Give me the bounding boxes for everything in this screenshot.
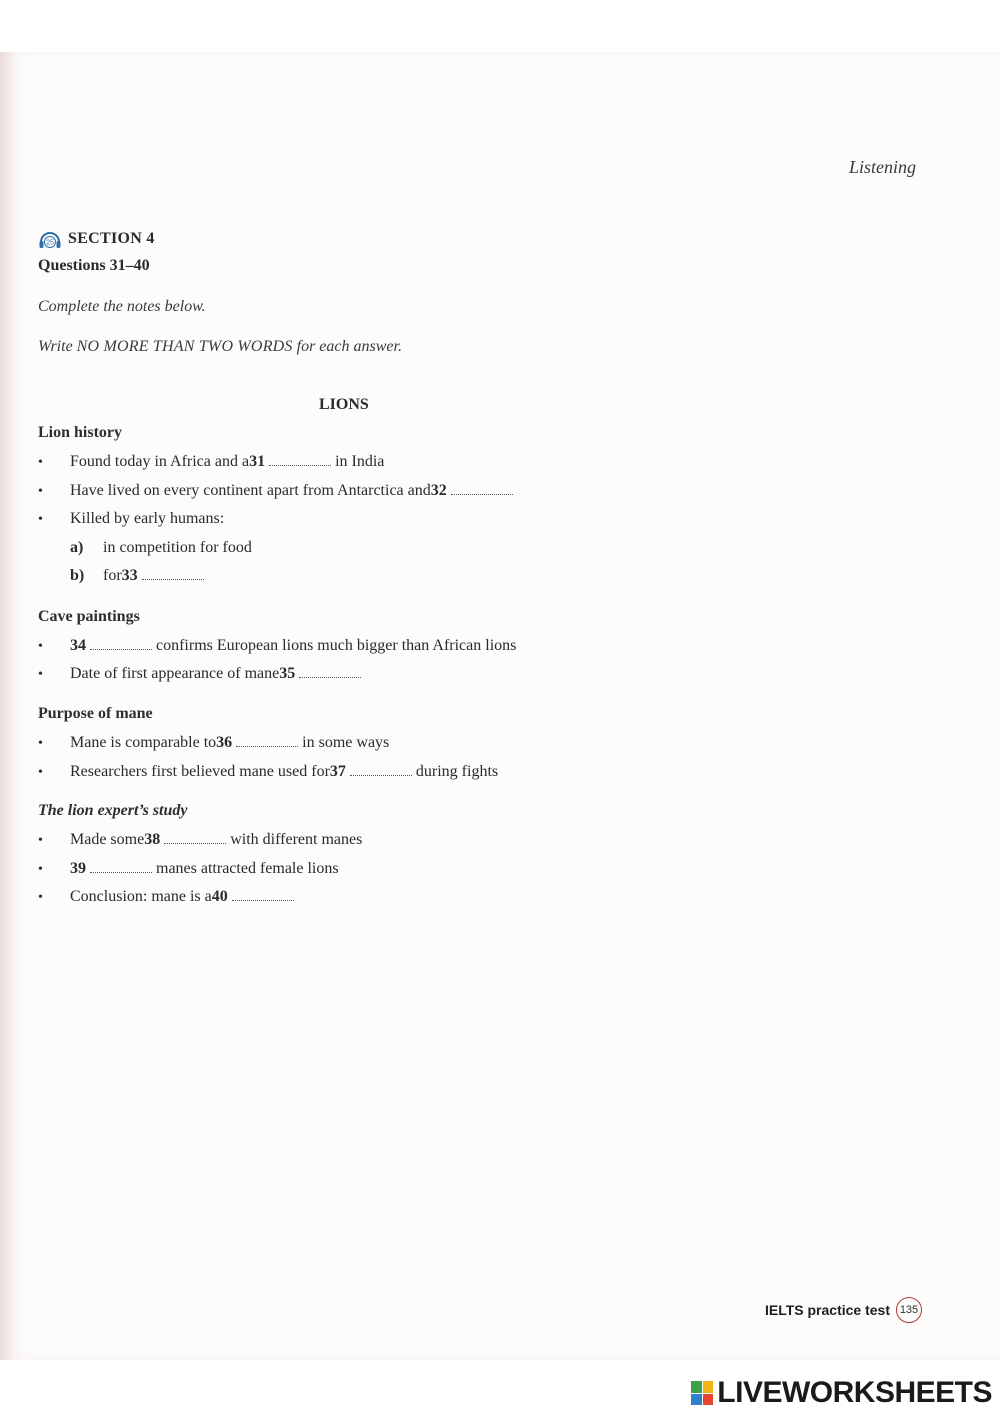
page-header-title: Listening (848, 157, 916, 177)
list-item: • Mane is comparable to 36 in some ways (38, 734, 390, 751)
answer-gap-35[interactable] (299, 676, 361, 678)
notes-title: LIONS (319, 396, 369, 413)
footer-title: IELTS practice test (764, 1302, 890, 1318)
list-item: • Date of first appearance of mane 35 (38, 665, 365, 683)
answer-gap-40[interactable] (232, 899, 294, 901)
instruction-word-limit: Write NO MORE THAN TWO WORDS for each answer. (38, 338, 402, 355)
sub-item-a: a) in competition for food (70, 539, 252, 556)
liveworksheets-watermark (691, 1376, 992, 1410)
watermark-text: LIVEWORKSHEETS (717, 1376, 992, 1409)
answer-gap-37[interactable] (350, 774, 412, 776)
page-footer (765, 1297, 922, 1323)
answer-gap-38[interactable] (164, 842, 226, 844)
list-item: • 34 confirms European lions much bigger than African lions (38, 637, 517, 654)
answer-gap-39[interactable] (90, 871, 152, 873)
svg-text:25: 25 (46, 239, 54, 247)
sub-item-b: b) for 33 (70, 567, 208, 585)
heading-cave-paintings: Cave paintings (38, 608, 140, 625)
answer-gap-34[interactable] (90, 648, 152, 650)
answer-gap-36[interactable] (236, 745, 298, 747)
answer-gap-31[interactable] (269, 464, 331, 466)
section-title: SECTION 4 (68, 230, 155, 247)
list-item: • Researchers first believed mane used for 37 during fights (38, 763, 499, 780)
answer-gap-32[interactable] (451, 493, 513, 495)
page-number: 135 (896, 1297, 922, 1323)
heading-lion-history: Lion history (38, 424, 123, 441)
instruction-complete: Complete the notes below. (38, 298, 206, 315)
list-item: • Conclusion: mane is a 40 (38, 888, 298, 906)
list-item: • Killed by early humans: (38, 510, 225, 527)
heading-lion-expert-study: The lion expert’s study (38, 802, 188, 819)
headphones-track-icon (38, 228, 62, 250)
list-item: • 39 manes attracted female lions (38, 860, 339, 877)
list-item: • Have lived on every continent apart from Antarctica and 32 (38, 482, 517, 500)
answer-gap-33[interactable] (142, 578, 204, 580)
liveworksheets-logo-icon (691, 1381, 713, 1405)
section-heading (38, 228, 155, 250)
list-item: • Found today in Africa and a 31 in India (38, 453, 385, 470)
book-page (0, 52, 1000, 1360)
heading-purpose-of-mane: Purpose of mane (38, 705, 153, 722)
questions-range: Questions 31–40 (38, 257, 150, 274)
list-item: • Made some 38 with different manes (38, 831, 363, 848)
